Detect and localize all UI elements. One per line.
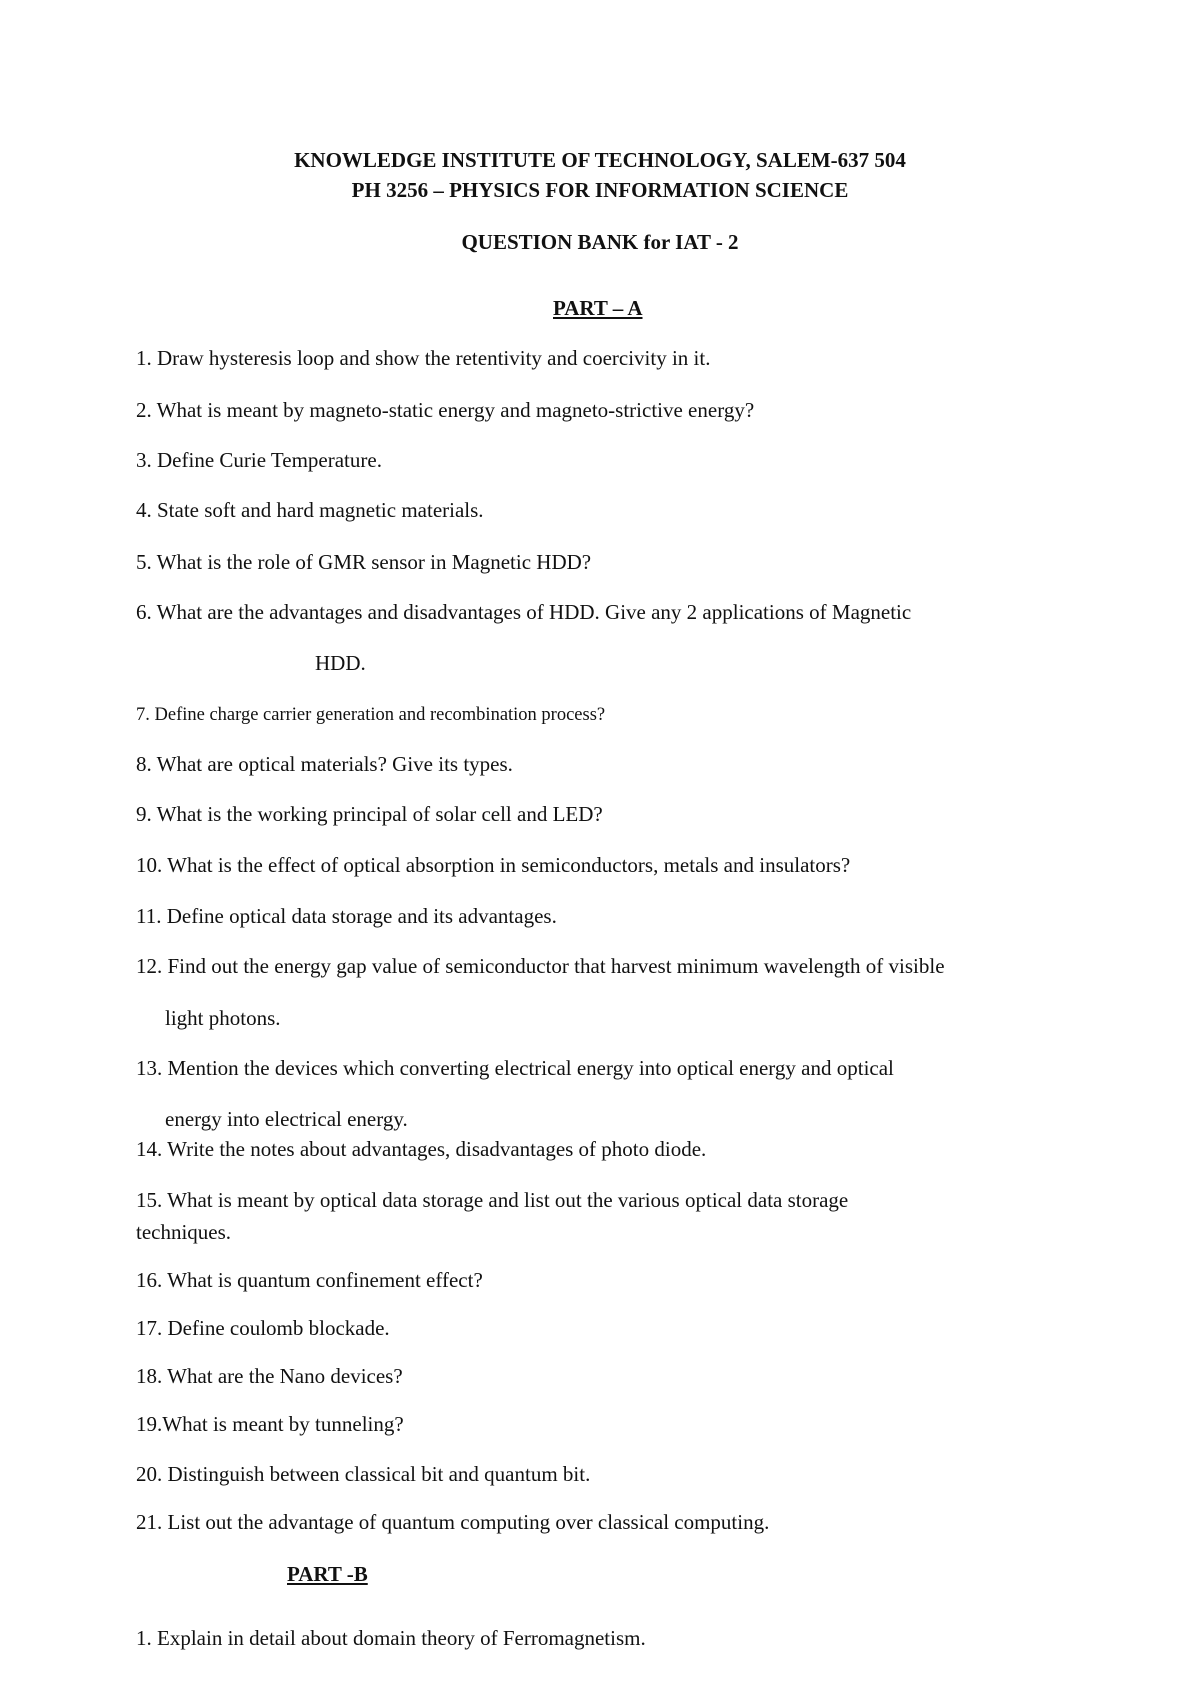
question-line: 21. List out the advantage of quantum computing over classical computing. (136, 1510, 770, 1534)
question-line: 3. Define Curie Temperature. (136, 448, 382, 472)
question-line: 1. Explain in detail about domain theory of Ferromagnetism. (136, 1626, 646, 1650)
question-line: 8. What are optical materials? Give its types. (136, 752, 513, 776)
institute-name: KNOWLEDGE INSTITUTE OF TECHNOLOGY, SALEM-637 504 (294, 148, 906, 172)
question-line: 12. Find out the energy gap value of semiconductor that harvest minimum wavelength of visible (136, 954, 945, 978)
question-line: 13. Mention the devices which converting electrical energy into optical energy and optical (136, 1056, 894, 1080)
part-a-heading: PART – A (553, 296, 643, 320)
question-line: 7. Define charge carrier generation and recombination process? (136, 705, 606, 725)
question-line: 11. Define optical data storage and its advantages. (136, 904, 557, 928)
question-line: 15. What is meant by optical data storage and list out the various optical data storage (136, 1188, 849, 1212)
question-line: 18. What are the Nano devices? (136, 1364, 403, 1388)
question-line: techniques. (136, 1220, 232, 1244)
course-title: PH 3256 – PHYSICS FOR INFORMATION SCIENCE (351, 178, 849, 202)
question-line: 10. What is the effect of optical absorption in semiconductors, metals and insulators? (136, 853, 851, 877)
question-line: 16. What is quantum confinement effect? (136, 1268, 483, 1292)
document-title: QUESTION BANK for IAT - 2 (461, 230, 739, 254)
question-line: 6. What are the advantages and disadvantages of HDD. Give any 2 applications of Magnetic (136, 600, 912, 624)
question-line: light photons. (165, 1006, 281, 1030)
question-line: 17. Define coulomb blockade. (136, 1316, 390, 1340)
question-line: 20. Distinguish between classical bit and quantum bit. (136, 1462, 591, 1486)
question-line: 4. State soft and hard magnetic materials. (136, 498, 484, 522)
question-line: 2. What is meant by magneto-static energy and magneto-strictive energy? (136, 398, 755, 422)
question-line: 1. Draw hysteresis loop and show the retentivity and coercivity in it. (136, 346, 711, 370)
question-line: HDD. (315, 651, 366, 675)
part-b-heading: PART -B (287, 1562, 368, 1586)
question-line: 5. What is the role of GMR sensor in Magnetic HDD? (136, 550, 592, 574)
question-line: 14. Write the notes about advantages, disadvantages of photo diode. (136, 1137, 707, 1161)
question-line: energy into electrical energy. (165, 1107, 408, 1131)
question-line: 19.What is meant by tunneling? (136, 1412, 404, 1436)
question-line: 9. What is the working principal of solar cell and LED? (136, 802, 603, 826)
